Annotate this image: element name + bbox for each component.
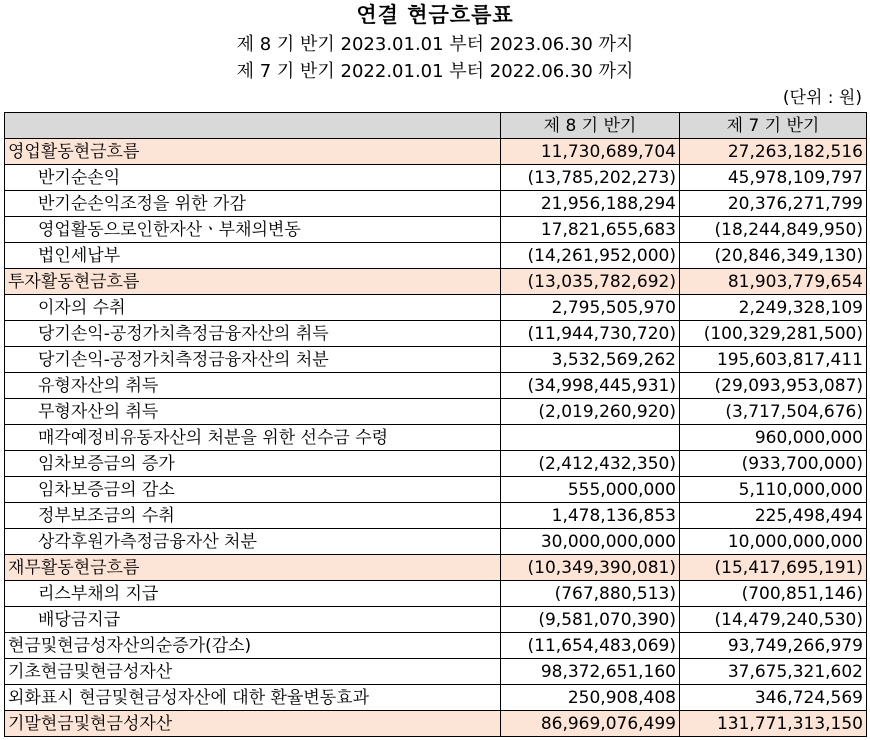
row-label: 유형자산의 취득 bbox=[5, 373, 501, 399]
row-label: 현금및현금성자산의순증가(감소) bbox=[5, 633, 501, 659]
row-label: 기초현금및현금성자산 bbox=[5, 659, 501, 685]
row-prior-value: 346,724,569 bbox=[680, 685, 867, 711]
row-label: 반기순손익조정을 위한 가감 bbox=[5, 191, 501, 217]
table-row bbox=[5, 399, 867, 425]
row-prior-value: 93,749,266,979 bbox=[680, 633, 867, 659]
table-row bbox=[5, 711, 867, 737]
row-prior-value: 81,903,779,654 bbox=[680, 269, 867, 295]
row-current-value: (13,785,202,273) bbox=[501, 165, 680, 191]
header-label-cell bbox=[5, 113, 501, 139]
row-current-value: 30,000,000,000 bbox=[501, 529, 680, 555]
table-row bbox=[5, 269, 867, 295]
row-prior-value: (29,093,953,087) bbox=[680, 373, 867, 399]
row-current-value: 3,532,569,262 bbox=[501, 347, 680, 373]
row-label: 리스부채의 지급 bbox=[5, 581, 501, 607]
row-current-value: (2,019,260,920) bbox=[501, 399, 680, 425]
cash-flow-table bbox=[4, 112, 867, 737]
row-label: 무형자산의 취득 bbox=[5, 399, 501, 425]
table-row bbox=[5, 165, 867, 191]
row-current-value: 11,730,689,704 bbox=[501, 139, 680, 165]
row-prior-value: (933,700,000) bbox=[680, 451, 867, 477]
table-row bbox=[5, 529, 867, 555]
current-period-line: 제 8 기 반기 2023.01.01 부터 2023.06.30 까지 bbox=[236, 34, 634, 55]
row-current-value: 250,908,408 bbox=[501, 685, 680, 711]
row-prior-value: 10,000,000,000 bbox=[680, 529, 867, 555]
row-prior-value: 45,978,109,797 bbox=[680, 165, 867, 191]
table-row bbox=[5, 191, 867, 217]
table-header-row bbox=[5, 113, 867, 139]
table-row bbox=[5, 425, 867, 451]
table-row bbox=[5, 581, 867, 607]
row-prior-value: 131,771,313,150 bbox=[680, 711, 867, 737]
row-label: 정부보조금의 수취 bbox=[5, 503, 501, 529]
row-current-value: 21,956,188,294 bbox=[501, 191, 680, 217]
row-prior-value: (18,244,849,950) bbox=[680, 217, 867, 243]
row-current-value: (11,654,483,069) bbox=[501, 633, 680, 659]
row-prior-value: (700,851,146) bbox=[680, 581, 867, 607]
row-current-value: (13,035,782,692) bbox=[501, 269, 680, 295]
row-prior-value: 225,498,494 bbox=[680, 503, 867, 529]
row-prior-value: 960,000,000 bbox=[680, 425, 867, 451]
row-prior-value: (100,329,281,500) bbox=[680, 321, 867, 347]
row-label: 영업활동으로인한자산ㆍ부채의변동 bbox=[5, 217, 501, 243]
table-row bbox=[5, 451, 867, 477]
table-row bbox=[5, 347, 867, 373]
table-row bbox=[5, 243, 867, 269]
row-label: 법인세납부 bbox=[5, 243, 501, 269]
table-row bbox=[5, 139, 867, 165]
table-row bbox=[5, 555, 867, 581]
statement-title: 연결 현금흐름표 bbox=[356, 3, 514, 27]
table-row bbox=[5, 373, 867, 399]
table-row bbox=[5, 295, 867, 321]
table-row bbox=[5, 321, 867, 347]
row-current-value: 1,478,136,853 bbox=[501, 503, 680, 529]
row-current-value: 555,000,000 bbox=[501, 477, 680, 503]
row-current-value: (34,998,445,931) bbox=[501, 373, 680, 399]
row-prior-value: 20,376,271,799 bbox=[680, 191, 867, 217]
row-label: 외화표시 현금및현금성자산에 대한 환율변동효과 bbox=[5, 685, 501, 711]
row-prior-value: 195,603,817,411 bbox=[680, 347, 867, 373]
row-label: 배당금지급 bbox=[5, 607, 501, 633]
row-current-value: (10,349,390,081) bbox=[501, 555, 680, 581]
row-label: 상각후원가측정금융자산 처분 bbox=[5, 529, 501, 555]
table-row bbox=[5, 659, 867, 685]
row-prior-value: (3,717,504,676) bbox=[680, 399, 867, 425]
table-row bbox=[5, 477, 867, 503]
row-prior-value: (20,846,349,130) bbox=[680, 243, 867, 269]
row-current-value: 98,372,651,160 bbox=[501, 659, 680, 685]
row-prior-value: (14,479,240,530) bbox=[680, 607, 867, 633]
row-label: 임차보증금의 감소 bbox=[5, 477, 501, 503]
table-row bbox=[5, 217, 867, 243]
row-label: 재무활동현금흐름 bbox=[5, 555, 501, 581]
row-prior-value: 27,263,182,516 bbox=[680, 139, 867, 165]
row-current-value: 17,821,655,683 bbox=[501, 217, 680, 243]
row-prior-value: 5,110,000,000 bbox=[680, 477, 867, 503]
table-row bbox=[5, 503, 867, 529]
row-current-value: (14,261,952,000) bbox=[501, 243, 680, 269]
prior-period-line: 제 7 기 반기 2022.01.01 부터 2022.06.30 까지 bbox=[236, 61, 634, 82]
row-prior-value: 37,675,321,602 bbox=[680, 659, 867, 685]
row-current-value: (2,412,432,350) bbox=[501, 451, 680, 477]
row-label: 당기손익-공정가치측정금융자산의 취득 bbox=[5, 321, 501, 347]
row-prior-value: (15,417,695,191) bbox=[680, 555, 867, 581]
row-label: 기말현금및현금성자산 bbox=[5, 711, 501, 737]
row-current-value: (767,880,513) bbox=[501, 581, 680, 607]
header-prior-period: 제 7 기 반기 bbox=[680, 113, 867, 139]
row-current-value: 86,969,076,499 bbox=[501, 711, 680, 737]
row-label: 영업활동현금흐름 bbox=[5, 139, 501, 165]
header-current-period: 제 8 기 반기 bbox=[501, 113, 680, 139]
unit-label: (단위 : 원) bbox=[782, 88, 862, 108]
row-label: 당기손익-공정가치측정금융자산의 처분 bbox=[5, 347, 501, 373]
row-label: 매각예정비유동자산의 처분을 위한 선수금 수령 bbox=[5, 425, 501, 451]
table-row bbox=[5, 685, 867, 711]
row-current-value: (9,581,070,390) bbox=[501, 607, 680, 633]
row-label: 임차보증금의 증가 bbox=[5, 451, 501, 477]
row-current-value bbox=[501, 425, 680, 451]
row-label: 반기순손익 bbox=[5, 165, 501, 191]
row-prior-value: 2,249,328,109 bbox=[680, 295, 867, 321]
row-label: 투자활동현금흐름 bbox=[5, 269, 501, 295]
row-current-value: (11,944,730,720) bbox=[501, 321, 680, 347]
row-current-value: 2,795,505,970 bbox=[501, 295, 680, 321]
table-row bbox=[5, 607, 867, 633]
table-row bbox=[5, 633, 867, 659]
row-label: 이자의 수취 bbox=[5, 295, 501, 321]
